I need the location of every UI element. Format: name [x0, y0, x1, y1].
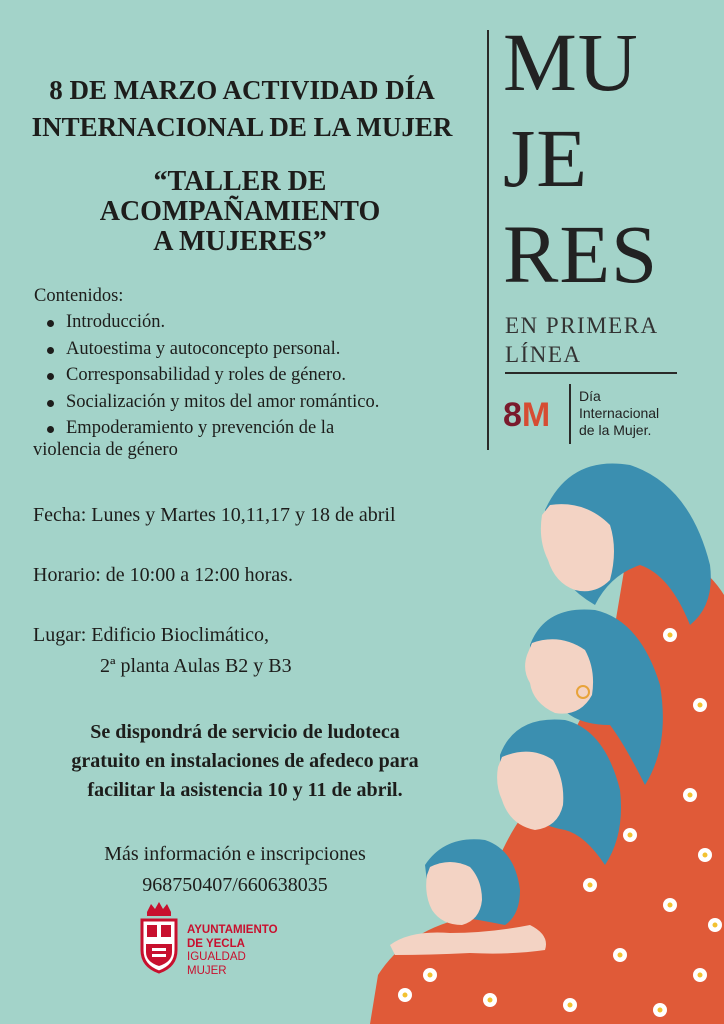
- womens-day-line-1: Día: [579, 388, 601, 404]
- schedule-info: Horario: de 10:00 a 12:00 horas.: [33, 564, 293, 586]
- badge-m: M: [521, 396, 551, 434]
- ludoteca-line-3: facilitar la asistencia 10 y 11 de abril.: [87, 779, 403, 801]
- date-info: Fecha: Lunes y Martes 10,11,17 y 18 de abril: [33, 504, 396, 526]
- contents-label: Contenidos:: [34, 286, 124, 306]
- logo-line-4: MUJER: [187, 964, 227, 977]
- location-info: Lugar: Edificio Bioclimático,: [33, 624, 270, 646]
- list-item-continuation: violencia de género: [33, 440, 178, 460]
- women-generations-illustration: [370, 455, 724, 1024]
- workshop-title: [40, 167, 440, 257]
- phone-numbers: 968750407/660638035: [142, 874, 328, 896]
- event-heading: [10, 72, 474, 146]
- list-item: Corresponsabilidad y roles de género.: [33, 362, 473, 389]
- location-info-line-2: 2ª planta Aulas B2 y B3: [100, 655, 292, 677]
- logo-line-1: AYUNTAMIENTO: [187, 924, 278, 936]
- workshop-title-line-1: “TALLER DE: [153, 166, 327, 197]
- workshop-title-line-2: ACOMPAÑAMIENTO: [99, 196, 381, 227]
- campaign-title-line-3: RES: [503, 208, 659, 300]
- campaign-title-line-1: MU: [503, 16, 639, 108]
- contents-list: [33, 309, 473, 442]
- heading-line-1: 8 DE MARZO ACTIVIDAD DÍA: [49, 75, 435, 105]
- more-info-label: Más información e inscripciones: [104, 843, 366, 865]
- campaign-subtitle-line-1: EN PRIMERA: [505, 313, 659, 338]
- list-item: Autoestima y autoconcepto personal.: [33, 336, 473, 363]
- womens-day-label: [579, 388, 659, 439]
- city-logo-text: [187, 924, 278, 978]
- logo-line-3: IGUALDAD: [187, 951, 246, 963]
- workshop-title-line-3: A MUJERES”: [153, 226, 327, 257]
- ludoteca-line-2: gratuito en instalaciones de afedeco para: [71, 750, 419, 772]
- womens-day-line-3: de la Mujer.: [579, 422, 652, 438]
- badge-8: 8: [503, 396, 522, 434]
- campaign-subtitle: [505, 311, 659, 369]
- heading-line-2: INTERNACIONAL DE LA MUJER: [31, 112, 453, 142]
- list-item: Introducción.: [33, 309, 473, 336]
- campaign-title-line-2: JE: [503, 112, 588, 204]
- campaign-subtitle-line-2: LÍNEA: [505, 342, 582, 367]
- campaign-title: [503, 14, 658, 302]
- list-item: Socialización y mitos del amor romántico.: [33, 389, 473, 416]
- list-item: Empoderamiento y prevención de la: [33, 415, 473, 442]
- 8m-badge: [503, 395, 550, 435]
- face-shape: [525, 639, 593, 713]
- ludoteca-line-1: Se dispondrá de servicio de ludoteca: [90, 721, 400, 743]
- womens-day-line-2: Internacional: [579, 405, 660, 421]
- city-shield-icon: [138, 900, 180, 976]
- logo-line-2: DE YECLA: [187, 937, 245, 950]
- badge-divider: [569, 384, 571, 444]
- vertical-divider: [487, 30, 489, 450]
- horizontal-divider: [505, 372, 677, 374]
- face-shape: [497, 752, 563, 830]
